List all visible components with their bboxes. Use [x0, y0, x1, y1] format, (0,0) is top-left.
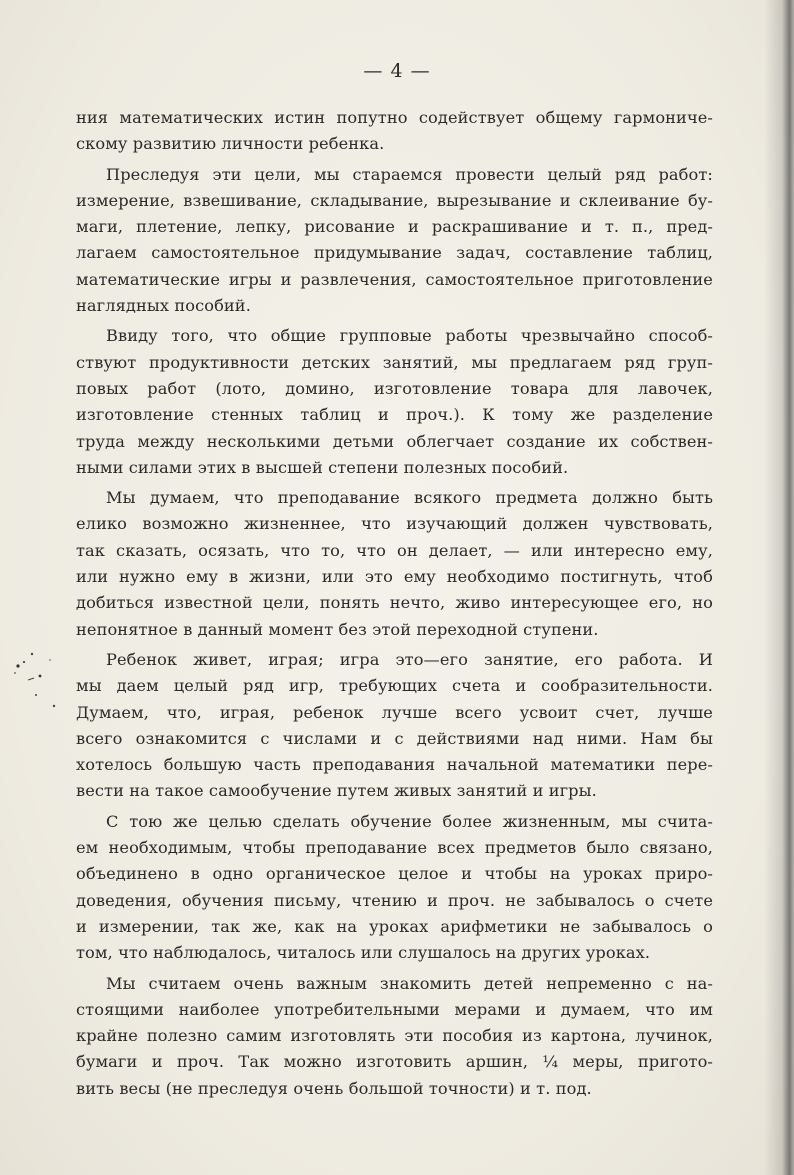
paragraph — [76, 809, 713, 967]
text-line: стоящими наиболее употребительными мерами и думаем, что им — [76, 999, 713, 1019]
paragraph — [76, 485, 713, 643]
text-line: ствуют продуктивности детских занятий, мы предлагаем ряд груп- — [76, 352, 713, 372]
text-line: том, что наблюдалось, читалось или слушалось на других уроках. — [76, 943, 651, 963]
ink-specks-decoration — [10, 640, 80, 720]
text-line: Думаем, что, играя, ребенок лучше всего усвоит счет, лучше — [76, 702, 713, 722]
page-number: — 4 — — [363, 60, 431, 82]
text-line: хотелось большую часть преподавания начальной математики пере- — [76, 755, 713, 775]
text-line: математические игры и развлечения, самостоятельное приготовление — [76, 269, 713, 289]
paragraph — [76, 105, 713, 158]
text-line: ем необходимым, чтобы преподавание всех предметов было связано, — [76, 838, 713, 858]
paragraph — [76, 162, 713, 320]
text-line: бумаги и проч. Так можно изготовить аршин, ¼ меры, пригото- — [76, 1052, 713, 1072]
text-line: доведения, обучения письму, чтению и проч. не забывалось о счете — [76, 890, 713, 910]
text-line: объединено в одно органическое целое и чтобы на уроках приро- — [76, 864, 713, 884]
text-line: труда между несколькими детьми облегчает создание их собствен- — [76, 431, 713, 451]
text-line: Преследуя эти цели, мы стараемся провести целый ряд работ: — [106, 164, 713, 184]
text-line: Мы думаем, что преподавание всякого предмета должно быть — [106, 488, 713, 508]
text-line: ния математических истин попутно содействует общему гармониче- — [76, 108, 713, 127]
body-text — [76, 105, 713, 1102]
text-line: непонятное в данный момент без этой переходной ступени. — [76, 619, 599, 639]
text-line: ными силами этих в высшей степени полезных пособий. — [76, 457, 569, 477]
text-line: или нужно ему в жизни, или это ему необходимо постигнуть, чтоб — [76, 567, 713, 587]
text-line: мы даем целый ряд игр, требующих счета и сообразительности. — [76, 676, 713, 696]
text-line: так сказать, осязать, что то, что он делает, — или интересно ему, — [76, 540, 713, 560]
text-line: крайне полезно самим изготовлять эти пособия из картона, лучинок, — [76, 1026, 713, 1046]
text-line: изготовление стенных таблиц и проч.). К тому же разделение — [76, 405, 713, 425]
text-line: лагаем самостоятельное придумывание задач, составление таблиц, — [76, 243, 713, 263]
paragraph — [76, 647, 713, 805]
text-line: скому развитию личности ребенка. — [76, 134, 385, 154]
text-line: наглядных пособий. — [76, 296, 251, 316]
text-line: Ребенок живет, играя; игра это—его занятие, его работа. И — [106, 649, 713, 669]
text-line: всего ознакомится с числами и с действиями над ними. Нам бы — [76, 728, 713, 748]
text-line: повых работ (лото, домино, изготовление товара для лавочек, — [76, 378, 713, 398]
text-line: маги, плетение, лепку, рисование и раскрашивание и т. п., пред- — [76, 217, 713, 237]
text-line: измерение, взвешивание, складывание, вырезывание и склеивание бу- — [76, 190, 713, 210]
text-line: Мы считаем очень важным знакомить детей непременно с на- — [106, 973, 713, 993]
text-line: вить весы (не преследуя очень большой точности) и т. под. — [76, 1078, 592, 1098]
text-line: добиться известной цели, понять нечто, живо интересующее его, но — [76, 593, 713, 613]
text-line: С тою же целью сделать обучение более жизненным, мы счита- — [106, 811, 713, 831]
text-line: вести на такое самообучение путем живых занятий и игры. — [76, 781, 597, 801]
paragraph — [76, 971, 713, 1102]
text-line: и измерении, так же, как на уроках арифметики не забывалось о — [76, 916, 713, 936]
page-edge-shadow — [764, 0, 794, 1175]
text-line: Ввиду того, что общие групповые работы чрезвычайно способ- — [106, 326, 713, 346]
text-line: елико возможно жизненнее, что изучающий должен чувствовать, — [76, 514, 713, 534]
paragraph — [76, 323, 713, 481]
